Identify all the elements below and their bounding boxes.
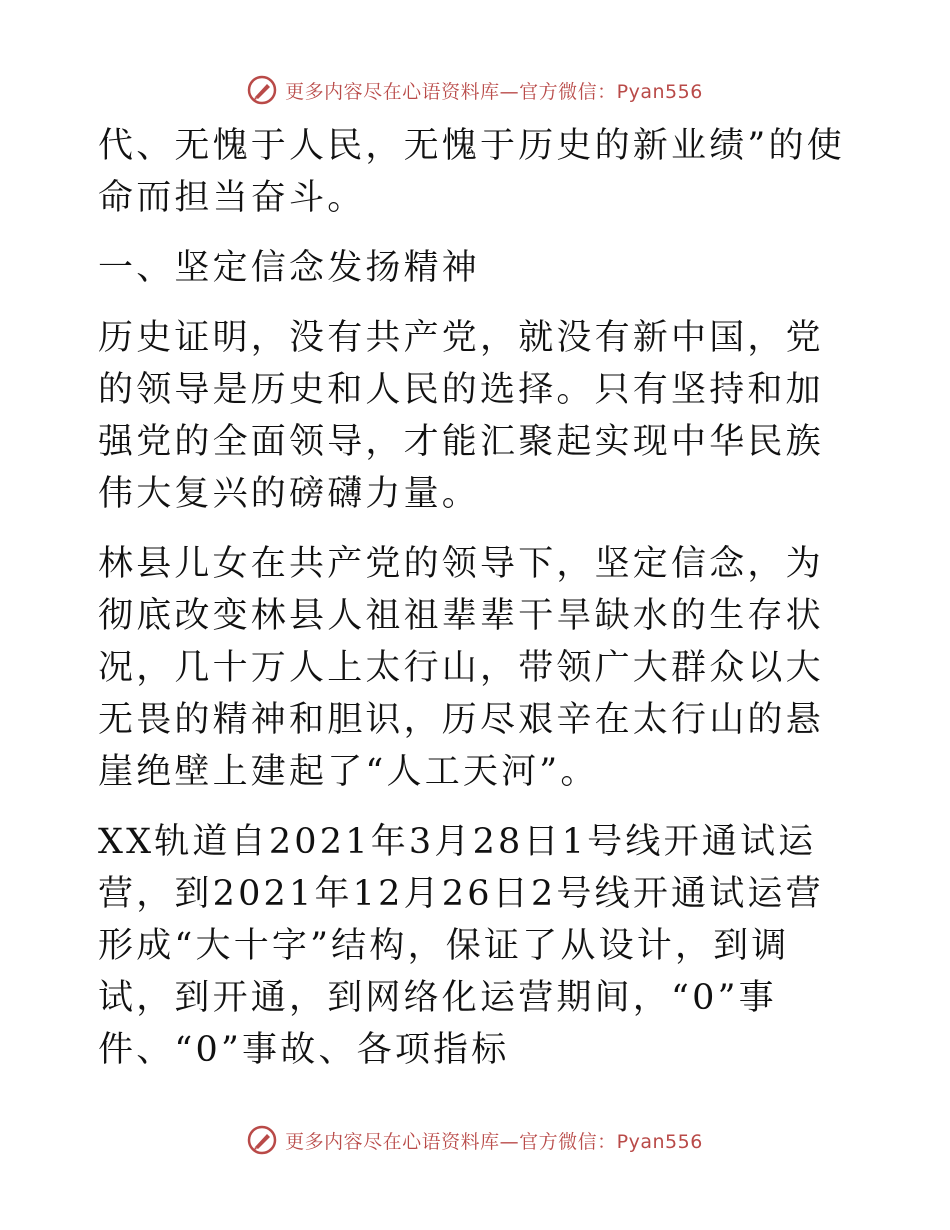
- watermark-text: 更多内容尽在心语资料库—官方微信：Pyan556: [285, 80, 703, 103]
- paragraph-continuation: 代、无愧于人民，无愧于历史的新业绩”的使命而担当奋斗。: [98, 126, 845, 218]
- watermark-header: [0, 73, 950, 107]
- paragraph-history: 历史证明，没有共产党，就没有新中国，党的领导是历史和人民的选择。只有坚持和加强党的全面领导，才能汇聚起实现中华民族伟大复兴的磅礴力量。: [98, 318, 824, 514]
- pen-logo-icon: [247, 1125, 277, 1155]
- paragraph-linxian: 林县儿女在共产党的领导下，坚定信念，为彻底改变林县人祖祖辈辈干旱缺水的生存状况，几十万人上太行山，带领广大群众以大无畏的精神和胆识，历尽艰辛在太行山的悬崖绝壁上建起了“人工天河”。: [98, 544, 824, 792]
- section-heading: 一、坚定信念发扬精神: [98, 248, 481, 288]
- pen-logo-icon: [247, 75, 277, 105]
- watermark-footer: [0, 1123, 950, 1157]
- document-body: [98, 120, 858, 1076]
- paragraph-rail: XX轨道自2021年3月28日1号线开通试运营，到2021年12月26日2号线开通试运营形成“大十字”结构，保证了从设计，到调试，到开通，到网络化运营期间，“0”事件、“0”事故、各项指标: [98, 822, 824, 1070]
- watermark-text: 更多内容尽在心语资料库—官方微信：Pyan556: [285, 1130, 703, 1153]
